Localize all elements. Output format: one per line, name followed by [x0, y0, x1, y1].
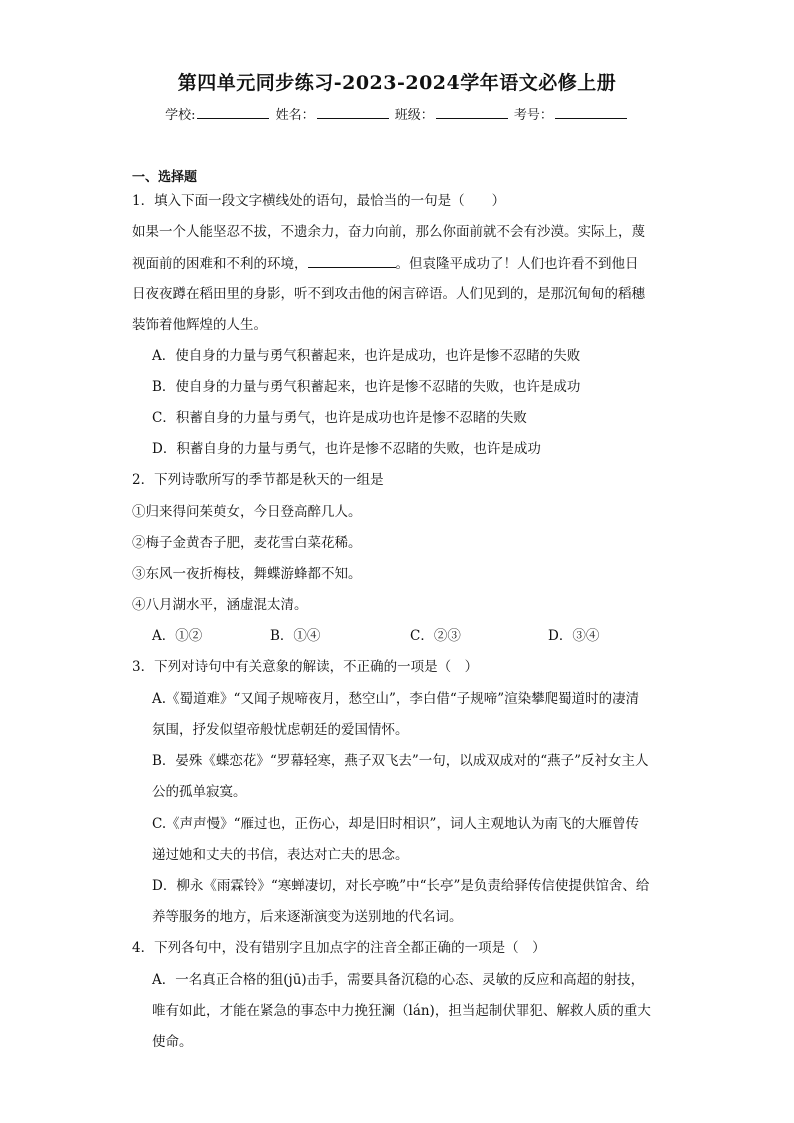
class-blank[interactable]: [436, 106, 508, 119]
question-3-option-b[interactable]: B．晏殊《蝶恋花》“罗幕轻寒，燕子双飞去”一句，以成双成对的“燕子”反衬女主人: [152, 753, 649, 769]
question-2-option-d[interactable]: D．③④: [548, 628, 600, 644]
poem-line: ④八月湖水平，涵虚混太清。: [132, 597, 308, 613]
question-1-option-c[interactable]: C．积蓄自身的力量与勇气，也许是成功也许是惨不忍睹的失败: [152, 410, 527, 426]
question-2-options: [152, 626, 612, 646]
number-blank[interactable]: [555, 106, 627, 119]
passage-text: 视面前的困难和不利的环境，: [132, 256, 308, 272]
fill-blank: [308, 253, 396, 268]
question-3-stem: 3．下列对诗句中有关意象的解读，不正确的一项是（ ）: [132, 659, 479, 675]
poem-line: ③东风一夜折梅枝，舞蝶游蜂都不知。: [132, 566, 362, 582]
question-4-stem: 4．下列各句中，没有错别字且加点字的注音全都正确的一项是（ ）: [132, 940, 546, 956]
school-label: 学校:: [165, 108, 196, 123]
question-2-stem: 2．下列诗歌所写的季节都是秋天的一组是: [132, 472, 384, 488]
question-1-passage-line: [132, 253, 639, 274]
question-1-option-b[interactable]: B．使自身的力量与勇气积蓄起来，也许是惨不忍睹的失败，也许是成功: [152, 379, 581, 395]
poem-line: ①归来得问茱萸女，今日登高醉几人。: [132, 504, 362, 520]
section-heading: 一、选择题: [132, 170, 198, 185]
question-3-option-b-cont: 公的孤单寂寞。: [152, 784, 247, 800]
name-label: 姓名：: [275, 108, 315, 123]
question-3-option-c-cont: 递过她和丈夫的书信，表达对亡夫的思念。: [152, 847, 409, 863]
question-4-option-a-cont: 使命。: [152, 1034, 193, 1050]
question-2-option-c[interactable]: C．②③: [410, 628, 461, 644]
question-1-passage-line: 日夜夜蹲在稻田里的身影，听不到攻击他的闲言碎语。人们见到的，是那沉甸甸的稻穗: [132, 286, 645, 302]
question-1-stem: 1．填入下面一段文字横线处的语句，最恰当的一句是（ ）: [132, 193, 506, 209]
question-3-option-a-cont: 氛围，抒发似望帝般忧虑朝廷的爱国情怀。: [152, 722, 409, 738]
name-blank[interactable]: [317, 106, 389, 119]
question-2-option-a[interactable]: A．①②: [152, 628, 203, 644]
page-title: 第四单元同步练习-2023-2024学年语文必修上册: [177, 72, 617, 94]
question-3-option-d[interactable]: D．柳永《雨霖铃》“寒蝉凄切，对长亭晚”中“长亭”是负责给驿传信使提供馆舍、给: [152, 878, 650, 894]
question-1-option-d[interactable]: D．积蓄自身的力量与勇气，也许是惨不忍睹的失败，也许是成功: [152, 441, 541, 457]
student-info-line: [0, 104, 794, 123]
school-blank[interactable]: [197, 106, 269, 119]
question-2-option-b[interactable]: B．①④: [270, 628, 321, 644]
question-4-option-a[interactable]: A．一名真正合格的狙(jū)击手，需要具备沉稳的心态、灵敏的反应和高超的射技，: [152, 972, 645, 988]
class-label: 班级：: [394, 108, 434, 123]
question-3-option-c[interactable]: C.《声声慢》“雁过也，正伤心，却是旧时相识”，词人主观地认为南飞的大雁曾传: [152, 816, 639, 832]
question-1-passage-line: 装饰着他辉煌的人生。: [132, 317, 267, 333]
question-4-option-a-cont: 唯有如此，才能在紧急的事态中力挽狂澜（lán)，担当起制伏罪犯、解救人质的重大: [152, 1003, 651, 1019]
number-label: 考号：: [513, 108, 553, 123]
question-3-option-a[interactable]: A.《蜀道难》“又闻子规啼夜月，愁空山”，李白借“子规啼”渲染攀爬蜀道时的凄清: [152, 691, 640, 707]
question-1-option-a[interactable]: A．使自身的力量与勇气积蓄起来，也许是成功，也许是惨不忍睹的失败: [152, 348, 581, 364]
question-3-option-d-cont: 养等服务的地方，后来逐渐演变为送别地的代名词。: [152, 909, 463, 925]
passage-text: 。但袁隆平成功了！人们也许看不到他日: [395, 256, 639, 272]
question-1-passage-line: 如果一个人能坚忍不拔，不遗余力，奋力向前，那么你面前就不会有沙漠。实际上，蔑: [132, 224, 645, 240]
poem-line: ②梅子金黄杏子肥，麦花雪白菜花稀。: [132, 535, 362, 551]
